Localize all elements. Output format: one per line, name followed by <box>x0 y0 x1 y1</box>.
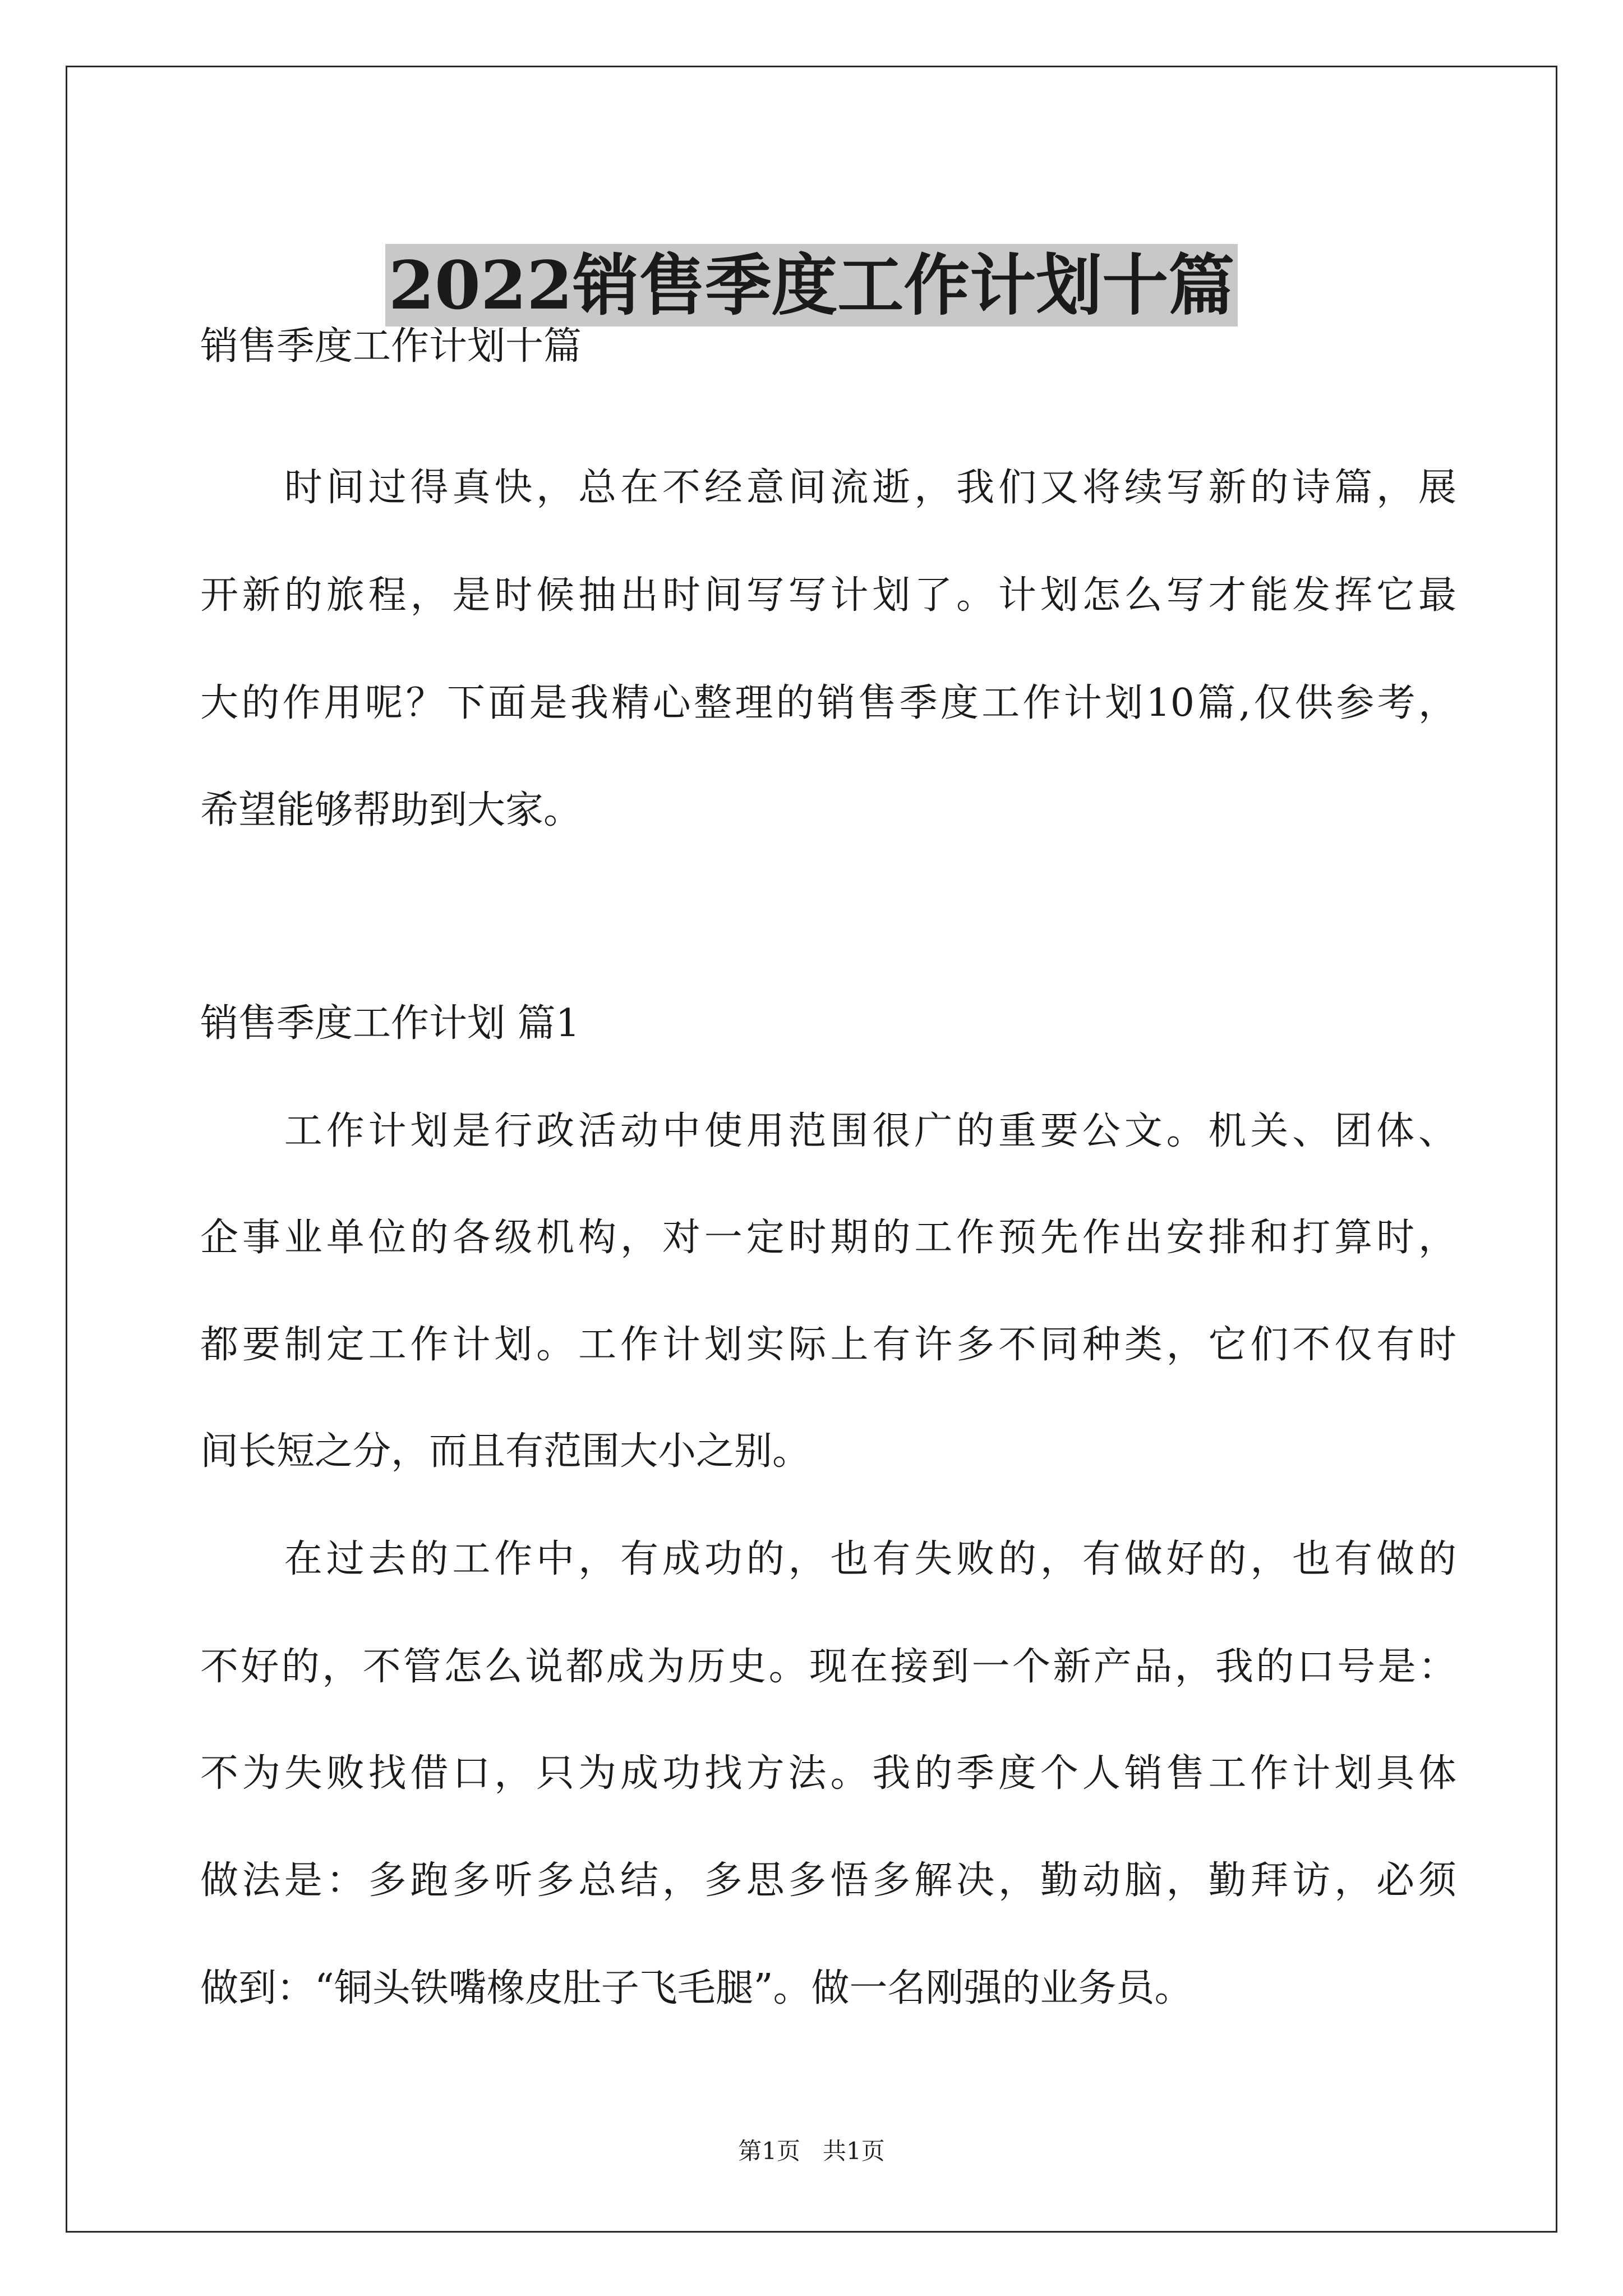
intro-line-3: 大的作用呢？下面是我精心整理的销售季度工作计划10篇,仅供参考， <box>200 681 1456 725</box>
section1-para2-line-5: 做到：“铜头铁嘴橡皮肚子飞毛腿”。做一名刚强的业务员。 <box>200 1966 1193 2010</box>
section1-para1-line-4: 间长短之分，而且有范围大小之别。 <box>200 1429 811 1474</box>
section1-para2-line-4: 做法是：多跑多听多总结，多思多悟多解决，勤动脑，勤拜访，必须 <box>200 1858 1456 1903</box>
section-heading: 销售季度工作计划 篇1 <box>200 1001 580 1046</box>
section1-para2-line-2: 不好的，不管怎么说都成为历史。现在接到一个新产品，我的口号是： <box>200 1645 1456 1689</box>
intro-line-2: 开新的旅程，是时候抽出时间写写计划了。计划怎么写才能发挥它最 <box>200 573 1456 618</box>
document-subtitle: 销售季度工作计划十篇 <box>200 324 582 369</box>
section1-para1-line-1: 工作计划是行政活动中使用范围很广的重要公文。机关、团体、 <box>200 1109 1456 1153</box>
intro-line-4: 希望能够帮助到大家。 <box>200 788 582 832</box>
page-footer: 第1页 共1页 <box>738 2137 885 2165</box>
document-title-text: 2022销售季度工作计划十篇 <box>385 244 1238 326</box>
section1-para2-line-3: 不为失败找借口，只为成功找方法。我的季度个人销售工作计划具体 <box>200 1751 1456 1796</box>
section1-para1-line-3: 都要制定工作计划。工作计划实际上有许多不同种类，它们不仅有时 <box>200 1323 1456 1367</box>
section1-para2-line-1: 在过去的工作中，有成功的，也有失败的，有做好的，也有做的 <box>200 1537 1456 1581</box>
intro-line-1: 时间过得真快，总在不经意间流逝，我们又将续写新的诗篇，展 <box>200 466 1456 510</box>
section1-para1-line-2: 企事业单位的各级机构，对一定时期的工作预先作出安排和打算时， <box>200 1216 1456 1260</box>
document-title <box>0 243 1623 328</box>
